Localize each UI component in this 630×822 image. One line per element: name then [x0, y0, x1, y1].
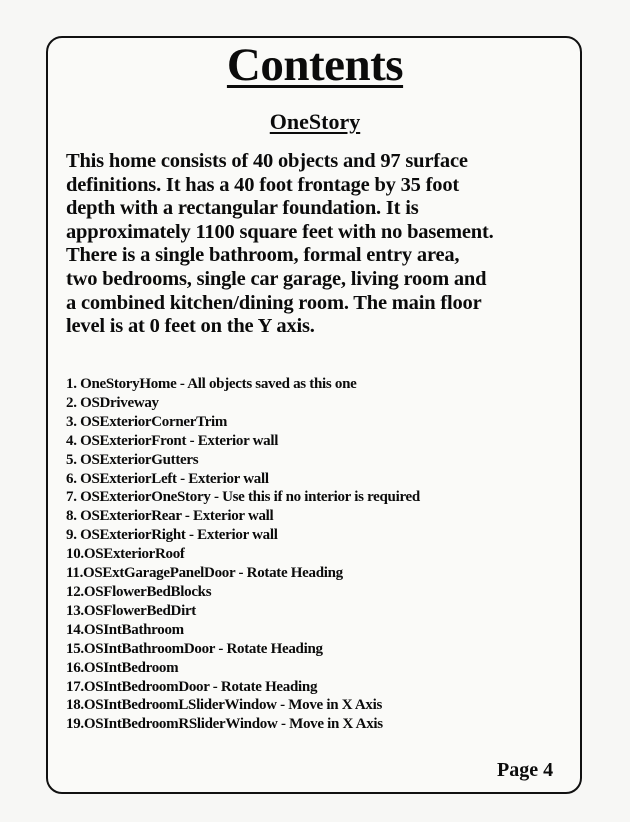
object-list-item: 13.OSFlowerBedDirt	[66, 602, 196, 619]
object-list-item: 8. OSExteriorRear - Exterior wall	[66, 508, 274, 525]
intro-line: a combined kitchen/dining room. The main floor	[66, 291, 482, 314]
object-list-item: 9. OSExteriorRight - Exterior wall	[66, 527, 278, 544]
object-list-item: 12.OSFlowerBedBlocks	[66, 583, 212, 600]
object-list-item: 1. OneStoryHome - All objects saved as this one	[66, 376, 357, 392]
object-list-item: 16.OSIntBedroom	[66, 659, 179, 676]
intro-paragraph	[66, 150, 586, 339]
object-list-item: 7. OSExteriorOneStory - Use this if no interior is required	[66, 489, 420, 506]
intro-line: definitions. It has a 40 foot frontage by 35 foot	[66, 173, 459, 196]
object-list-item: 19.OSIntBedroomRSliderWindow - Move in X Axis	[66, 716, 383, 733]
object-list-item: 11.OSExtGaragePanelDoor - Rotate Heading	[66, 565, 343, 582]
object-list-item: 2. OSDriveway	[66, 394, 159, 411]
object-list-item: 3. OSExteriorCornerTrim	[66, 413, 228, 430]
section-subtitle-text: OneStory	[269, 109, 361, 134]
section-subtitle	[0, 111, 630, 133]
object-list-item: 4. OSExteriorFront - Exterior wall	[66, 432, 279, 449]
object-list-item: 14.OSIntBathroom	[66, 621, 184, 638]
intro-line: depth with a rectangular foundation. It is	[66, 197, 419, 220]
intro-line: This home consists of 40 objects and 97 surface	[66, 150, 468, 172]
intro-line: approximately 1100 square feet with no basement.	[66, 220, 494, 243]
object-list-item: 17.OSIntBedroomDoor - Rotate Heading	[66, 678, 318, 695]
object-list-item: 15.OSIntBathroomDoor - Rotate Heading	[66, 640, 323, 657]
page-number: Page 4	[497, 759, 554, 781]
intro-line: two bedrooms, single car garage, living room and	[66, 267, 487, 290]
page-title-text: Contents	[226, 39, 404, 91]
object-list-item: 5. OSExteriorGutters	[66, 451, 199, 468]
page-title	[0, 39, 630, 91]
intro-line: level is at 0 feet on the Y axis.	[66, 315, 315, 338]
object-list-item: 18.OSIntBedroomLSliderWindow - Move in X Axis	[66, 697, 382, 714]
object-list-item: 6. OSExteriorLeft - Exterior wall	[66, 470, 269, 487]
object-list	[66, 375, 420, 734]
intro-line: There is a single bathroom, formal entry area,	[66, 244, 460, 267]
object-list-item: 10.OSExteriorRoof	[66, 546, 185, 563]
